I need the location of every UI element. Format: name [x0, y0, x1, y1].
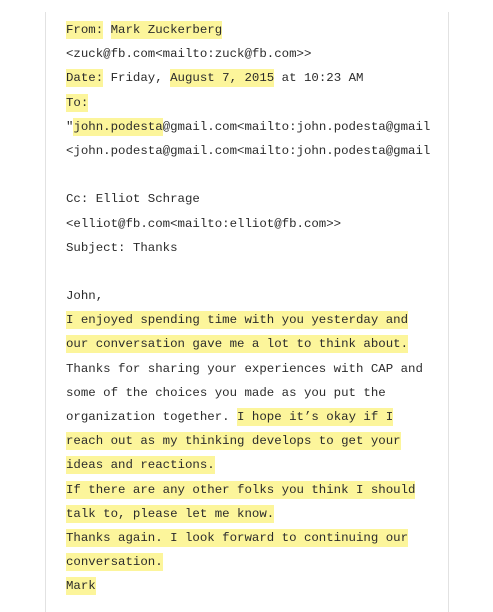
from-name: Mark Zuckerberg — [110, 23, 223, 37]
body-line: Thanks again. I look forward to continuing our — [66, 530, 409, 545]
body-line: talk to, please let me know. — [66, 506, 275, 521]
date-value: August 7, 2015 — [170, 71, 275, 86]
cc-line: Cc: Elliot Schrage — [66, 192, 200, 207]
to-address-2: <john.podesta@gmail.com<mailto:john.podesta@gmail — [66, 143, 431, 158]
document-page — [45, 12, 449, 612]
email-text — [66, 18, 446, 599]
to-name-highlight: john.podesta — [73, 119, 163, 134]
body-line: ideas and reactions. — [66, 458, 215, 473]
to-address-1: "john.podesta@gmail.com<mailto:john.podesta@gmail — [66, 119, 431, 134]
body-line: our conversation gave me a lot to think about. — [66, 337, 409, 352]
date-day: Friday, — [110, 71, 163, 86]
from-line — [66, 18, 446, 42]
to-label: To: — [66, 95, 89, 110]
signature: Mark — [66, 579, 96, 594]
from-label: From: — [66, 23, 104, 37]
body-line: I enjoyed spending time with you yesterday and — [66, 313, 409, 328]
body-line: reach out as my thinking develops to get your — [66, 434, 401, 449]
from-address: <zuck@fb.com<mailto:zuck@fb.com>> — [66, 47, 312, 62]
to-line — [66, 91, 446, 115]
top-bar — [0, 0, 493, 12]
cc-address: <elliot@fb.com<mailto:elliot@fb.com>> — [66, 216, 342, 231]
body-line: organization together. I hope it’s okay if I — [66, 410, 394, 424]
date-label: Date: — [66, 71, 104, 86]
body-line: Thanks for sharing your experiences with CAP and — [66, 361, 423, 376]
subject-line: Subject: Thanks — [66, 240, 178, 255]
spacer — [66, 163, 446, 187]
date-time: at 10:23 AM — [281, 71, 364, 86]
body-line: If there are any other folks you think I should — [66, 482, 416, 497]
greeting: John, — [66, 289, 104, 304]
body-line: some of the choices you made as you put the — [66, 385, 386, 400]
spacer — [66, 260, 446, 284]
body-line: conversation. — [66, 555, 163, 570]
date-line — [66, 66, 446, 90]
